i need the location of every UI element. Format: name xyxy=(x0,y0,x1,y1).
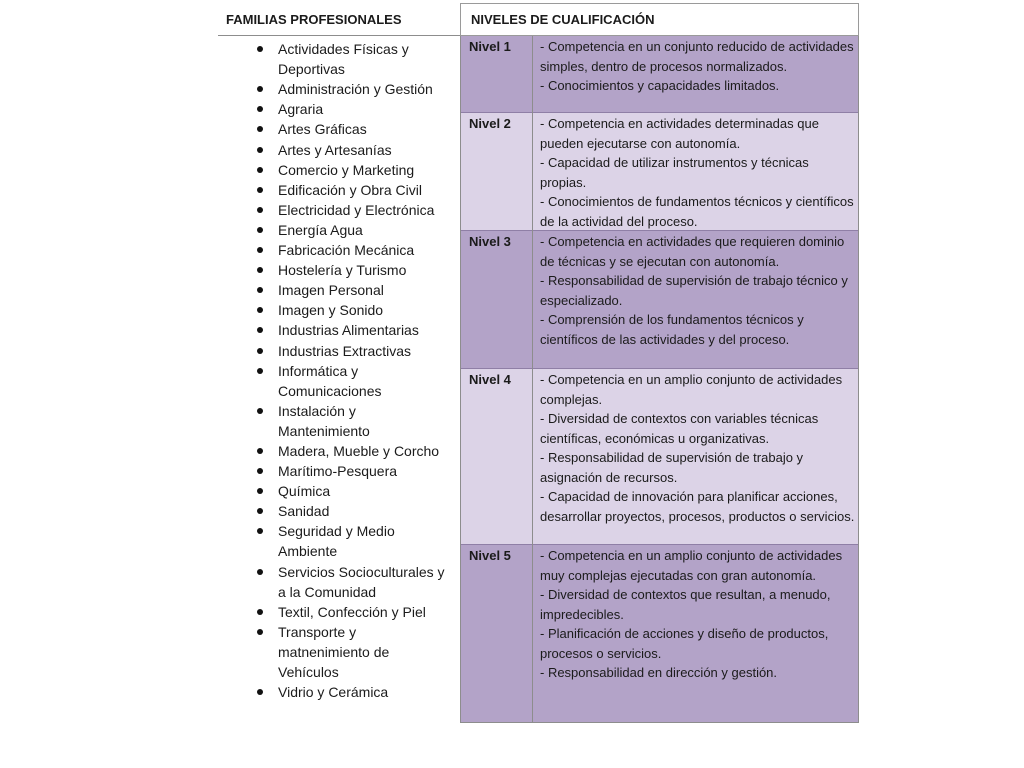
nivel-description-line: - Competencia en un amplio conjunto de actividades complejas. xyxy=(540,372,843,407)
row-divider xyxy=(460,230,859,231)
familia-item-line: Mantenimiento xyxy=(278,422,370,439)
nivel-description-line: - Responsabilidad de supervisión de trabajo técnico y especializado. xyxy=(540,273,848,308)
familia-item xyxy=(278,240,454,260)
familias-header: FAMILIAS PROFESIONALES xyxy=(226,12,402,27)
nivel-description-line: - Capacidad de utilizar instrumentos y técnicas propias. xyxy=(540,155,809,190)
row-divider xyxy=(460,368,859,369)
bullet-icon xyxy=(257,267,263,273)
familia-item-line: Sanidad xyxy=(278,503,330,520)
familia-item-line: Vehículos xyxy=(278,663,339,680)
nivel-description xyxy=(532,36,859,113)
familia-item xyxy=(278,361,454,401)
familia-item xyxy=(278,441,454,461)
familia-item-line: Electricidad y Electrónica xyxy=(278,201,435,218)
nivel-description-line: - Diversidad de contextos con variables técnicas científicas, económicas u organizativas. xyxy=(540,411,819,446)
familia-item xyxy=(278,260,454,280)
familia-item-line: Deportivas xyxy=(278,61,345,77)
bullet-icon xyxy=(257,609,263,615)
nivel-description-line: - Responsabilidad de supervisión de trabajo y asignación de recursos. xyxy=(540,450,804,485)
bullet-icon xyxy=(257,368,263,374)
bullet-icon xyxy=(257,488,263,494)
nivel-description-line: - Conocimientos y capacidades limitados. xyxy=(540,78,780,93)
familia-item xyxy=(278,39,454,79)
nivel-row xyxy=(460,231,859,369)
familia-item xyxy=(278,220,454,240)
familia-item xyxy=(278,341,454,361)
familia-item-line: Química xyxy=(278,483,331,500)
familia-item-line: Informática y xyxy=(278,362,359,379)
familia-item-line: Ambiente xyxy=(278,543,338,560)
table-border xyxy=(532,36,533,722)
familia-item-line: Servicios Socioculturales y xyxy=(278,563,445,580)
familia-item-line: matnenimiento de xyxy=(278,643,390,660)
nivel-description-line: - Competencia en un conjunto reducido de actividades simples, dentro de procesos normalizados. xyxy=(540,39,854,74)
nivel-label: Nivel 2 xyxy=(469,116,511,131)
bullet-icon xyxy=(257,508,263,514)
familia-item-line: Hostelería y Turismo xyxy=(278,262,407,279)
familia-item xyxy=(278,320,454,340)
familia-item-line: Artes y Artesanías xyxy=(278,141,392,158)
familia-item-line: Imagen Personal xyxy=(278,282,384,299)
nivel-description xyxy=(532,231,859,369)
familia-item-line: Fabricación Mecánica xyxy=(278,242,415,258)
bullet-icon xyxy=(257,528,263,534)
familia-item xyxy=(278,79,454,99)
familia-item xyxy=(278,481,454,501)
familia-item xyxy=(278,461,454,481)
bullet-icon xyxy=(257,448,263,454)
familia-item xyxy=(278,622,454,682)
familia-item-line: Vidrio y Cerámica xyxy=(278,684,389,701)
nivel-description-line: - Competencia en actividades que requieren dominio de técnicas y se ejecutan con autonomía. xyxy=(540,234,845,269)
bullet-icon xyxy=(257,86,263,92)
nivel-description xyxy=(532,545,859,722)
familia-item-line: Seguridad y Medio xyxy=(278,523,395,540)
bullet-icon xyxy=(257,307,263,313)
familia-item-line: Comunicaciones xyxy=(278,382,382,399)
bullet-icon xyxy=(257,348,263,354)
bullet-icon xyxy=(257,247,263,253)
bullet-icon xyxy=(257,167,263,173)
nivel-description-line: - Conocimientos de fundamentos técnicos y científicos de la actividad del proceso. xyxy=(540,194,854,229)
nivel-row xyxy=(460,113,859,231)
familia-item xyxy=(278,682,454,702)
familia-item-line: a la Comunidad xyxy=(278,583,377,600)
familias-header-divider xyxy=(218,35,460,36)
table-border xyxy=(460,36,461,722)
bullet-icon xyxy=(257,408,263,414)
familia-item xyxy=(278,280,454,300)
nivel-description xyxy=(532,369,859,545)
nivel-row xyxy=(460,369,859,545)
familia-item-line: Actividades Físicas y xyxy=(278,41,409,57)
familia-item xyxy=(278,501,454,521)
familia-item xyxy=(278,562,454,602)
nivel-description-line: - Planificación de acciones y diseño de productos, procesos o servicios. xyxy=(540,626,829,661)
familia-item-line: Imagen y Sonido xyxy=(278,302,384,319)
table-border xyxy=(858,36,859,722)
familia-item-line: Edificación y Obra Civil xyxy=(278,181,422,198)
niveles-header: NIVELES DE CUALIFICACIÓN xyxy=(460,3,859,36)
bullet-icon xyxy=(257,147,263,153)
bullet-icon xyxy=(257,629,263,635)
nivel-description-line: - Competencia en actividades determinadas que pueden ejecutarse con autonomía. xyxy=(540,116,819,151)
nivel-label: Nivel 1 xyxy=(469,39,511,54)
familia-item xyxy=(278,180,454,200)
nivel-label: Nivel 5 xyxy=(469,548,511,563)
nivel-description-line: - Diversidad de contextos que resultan, a menudo, impredecibles. xyxy=(540,587,831,622)
nivel-label: Nivel 4 xyxy=(469,372,511,387)
row-divider xyxy=(460,544,859,545)
familia-item xyxy=(278,200,454,220)
nivel-description xyxy=(532,113,859,231)
bullet-icon xyxy=(257,187,263,193)
bullet-icon xyxy=(257,569,263,575)
familia-item-line: Textil, Confección y Piel xyxy=(278,603,426,620)
bullet-icon xyxy=(257,287,263,293)
nivel-description-line: - Capacidad de innovación para planificar acciones, desarrollar proyectos, procesos, productos o servicios. xyxy=(540,489,855,524)
familia-item-line: Industrias Alimentarias xyxy=(278,322,419,339)
bullet-icon xyxy=(257,106,263,112)
familia-item xyxy=(278,602,454,622)
familia-item-line: Instalación y xyxy=(278,402,356,419)
familia-item xyxy=(278,119,454,139)
familia-item-line: Energía Agua xyxy=(278,221,363,238)
bullet-icon xyxy=(257,126,263,132)
bullet-icon xyxy=(257,227,263,233)
familia-item-line: Industrias Extractivas xyxy=(278,342,412,359)
nivel-row xyxy=(460,36,859,113)
nivel-label: Nivel 3 xyxy=(469,234,511,249)
nivel-description-line: - Comprensión de los fundamentos técnicos y científicos de las actividades y del proceso. xyxy=(540,312,804,347)
nivel-description-line: - Responsabilidad en dirección y gestión. xyxy=(540,665,778,680)
familia-item xyxy=(278,140,454,160)
familia-item xyxy=(278,521,454,561)
bullet-icon xyxy=(257,689,263,695)
familia-item-line: Madera, Mueble y Corcho xyxy=(278,443,440,459)
familia-item-line: Transporte y xyxy=(278,623,357,640)
familia-item-line: Administración y Gestión xyxy=(278,81,433,98)
familia-item xyxy=(278,300,454,320)
familia-item-line: Comercio y Marketing xyxy=(278,161,415,178)
bullet-icon xyxy=(257,327,263,333)
bullet-icon xyxy=(257,46,263,52)
familia-item xyxy=(278,401,454,441)
familia-item-line: Marítimo-Pesquera xyxy=(278,463,398,480)
bullet-icon xyxy=(257,207,263,213)
familia-item xyxy=(278,99,454,119)
familia-item-line: Artes Gráficas xyxy=(278,121,367,138)
row-divider xyxy=(460,112,859,113)
bullet-icon xyxy=(257,468,263,474)
nivel-row xyxy=(460,545,859,722)
familia-item-line: Agraria xyxy=(278,101,324,118)
table-border xyxy=(460,722,859,723)
nivel-description-line: - Competencia en un amplio conjunto de actividades muy complejas ejecutadas con gran autonomía. xyxy=(540,548,843,583)
familia-item xyxy=(278,160,454,180)
